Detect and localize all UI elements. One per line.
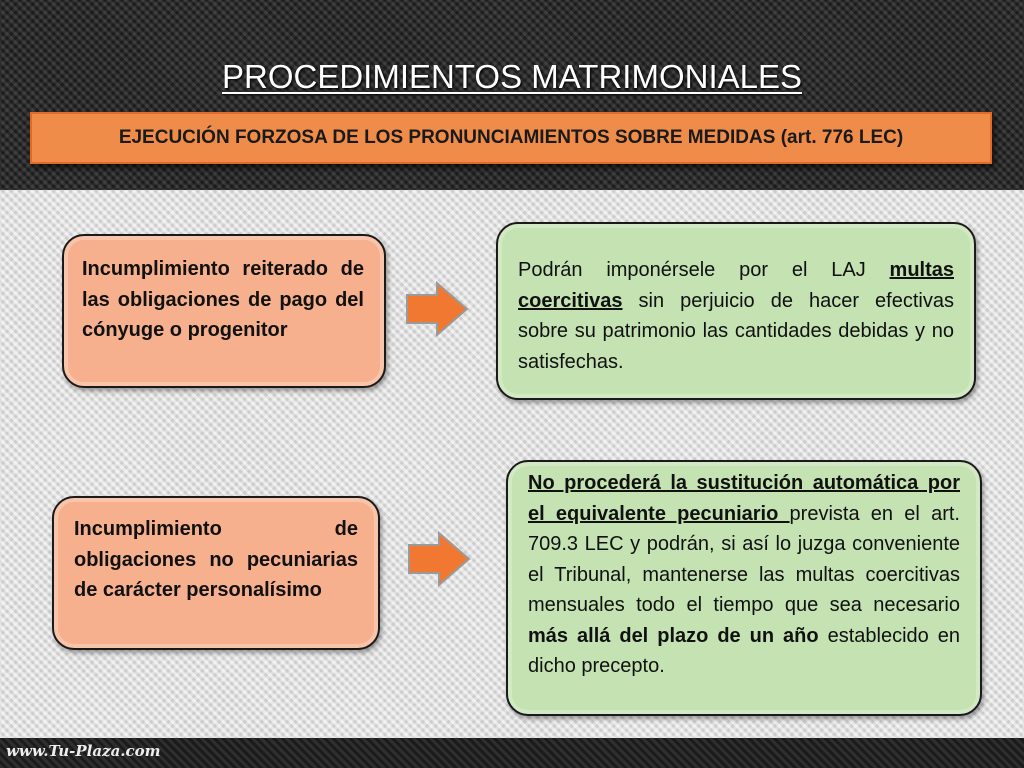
footer-watermark: www.Tu-Plaza.com (6, 742, 161, 760)
condition-box-1 (62, 234, 386, 388)
consequence-bold-2: más allá del plazo de un año (528, 624, 819, 647)
consequence-text-1a: Podrán imponérsele por el LAJ (518, 259, 890, 281)
consequence-text-2b: establecido en dicho precepto. (528, 624, 960, 677)
subtitle-bar (30, 112, 992, 164)
consequence-emphasis-2: No procederá la sustitución automática por el equivalente pecuniario (528, 472, 960, 525)
condition-box-2 (52, 496, 380, 650)
consequence-text-2a: prevista en el art. 709.3 LEC y podrán, si así lo juzga conveniente el Tribunal, mantenerse las multas coercitivas mensuales todo el tiempo que sea necesario (528, 502, 960, 616)
consequence-box-1 (496, 222, 976, 400)
right-arrow-icon (407, 531, 471, 587)
consequence-box-2 (506, 460, 982, 716)
slide-title: PROCEDIMIENTOS MATRIMONIALES (221, 58, 802, 95)
condition-text-2: Incumplimiento de obligaciones no pecuniarias de carácter personalísimo (74, 518, 358, 601)
consequence-text-1b: sin perjuicio de hacer efectivas sobre su patrimonio las cantidades debidas y no satisfechas. (518, 289, 954, 373)
subtitle-text: EJECUCIÓN FORZOSA DE LOS PRONUNCIAMIENTOS SOBRE MEDIDAS (art. 776 LEC) (118, 127, 904, 148)
right-arrow-icon (405, 281, 469, 337)
condition-text-1: Incumplimiento reiterado de las obligaciones de pago del cónyuge o progenitor (82, 258, 364, 341)
consequence-emphasis-1: multas coercitivas (518, 259, 954, 312)
